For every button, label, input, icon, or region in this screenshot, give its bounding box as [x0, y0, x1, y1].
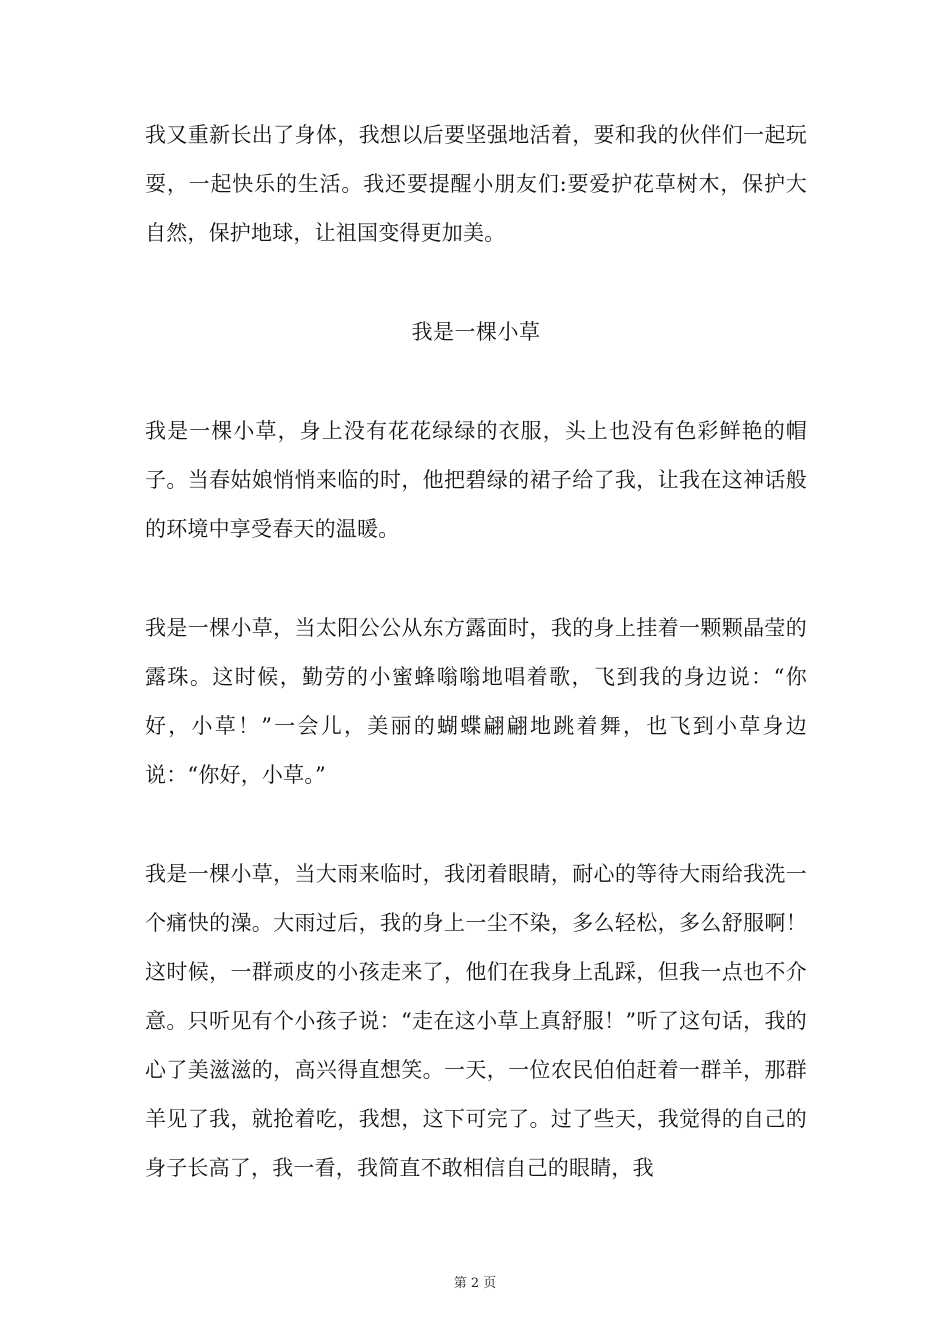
document-body	[145, 111, 807, 1193]
paragraph-gap	[145, 800, 807, 850]
paragraph-2: 我是一棵小草，当太阳公公从东方露面时，我的身上挂着一颗颗晶莹的露珠。这时候，勤劳的小蜜蜂嗡嗡地唱着歌，飞到我的身边说：“你好，小草！”一会儿，美丽的蝴蝶翩翩地跳着舞，也飞到小草身边说：“你好，小草。”	[145, 616, 807, 787]
paragraph-3: 我是一棵小草，当大雨来临时，我闭着眼睛，耐心的等待大雨给我洗一个痛快的澡。大雨过后，我的身上一尘不染，多么轻松，多么舒服啊！这时候，一群顽皮的小孩走来了，他们在我身上乱踩，但我一点也不介意。只听见有个小孩子说：“走在这小草上真舒服！”听了这句话，我的心了美滋滋的，高兴得直想笑。一天，一位农民伯伯赶着一群羊，那群羊见了我，就抢着吃，我想，这下可完了。过了些天，我觉得的自己的身子长高了，我一看，我简直不敢相信自己的眼睛，我	[145, 862, 807, 1180]
paragraph-1: 我是一棵小草，身上没有花花绿绿的衣服，头上也没有色彩鲜艳的帽子。当春姑娘悄悄来临的时，他把碧绿的裙子给了我，让我在这神话般的环境中享受春天的温暖。	[145, 419, 807, 541]
paragraph-gap	[145, 357, 807, 407]
page-number: 第 2 页	[453, 1276, 497, 1291]
paragraph-gap	[145, 258, 807, 308]
paragraph-gap	[145, 554, 807, 604]
section-title: 我是一棵小草	[411, 320, 541, 344]
paragraph-intro: 我又重新长出了身体，我想以后要坚强地活着，要和我的伙伴们一起玩耍，一起快乐的生活。我还要提醒小朋友们:要爱护花草树木，保护大自然，保护地球，让祖国变得更加美。	[145, 123, 807, 245]
